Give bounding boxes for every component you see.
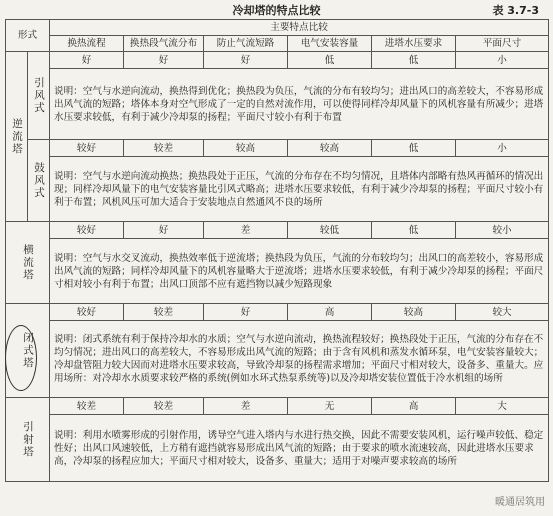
main-features-header: 主要特点比较 [50, 20, 549, 36]
value-cell: 较差 [124, 140, 204, 157]
col-header: 防止气流短路 [204, 36, 288, 52]
value-cell: 好 [124, 222, 204, 239]
value-cell: 较好 [50, 222, 124, 239]
col-header: 平面尺寸 [456, 36, 549, 52]
value-cell: 好 [204, 304, 288, 321]
value-cell: 好 [124, 52, 204, 69]
value-cell: 低 [372, 222, 456, 239]
table-title: 冷却塔的特点比较 [232, 4, 321, 17]
comparison-table [5, 19, 549, 482]
value-cell: 高 [372, 398, 456, 415]
value-cell: 较差 [124, 398, 204, 415]
value-cell: 较高 [372, 304, 456, 321]
ejector-values-row [6, 398, 549, 415]
col-header: 换热流程 [50, 36, 124, 52]
value-cell: 较好 [50, 304, 124, 321]
crossflow-label: 横流塔 [6, 222, 50, 304]
closed-values-row [6, 304, 549, 321]
closed-desc-row [6, 321, 549, 398]
crossflow-desc-row [6, 239, 549, 304]
header-row-2 [6, 36, 549, 52]
value-cell: 较低 [288, 222, 372, 239]
counterflow-group-label: 逆流塔 [6, 52, 28, 222]
form-header: 形式 [6, 20, 50, 52]
value-cell: 大 [456, 398, 549, 415]
value-cell: 高 [288, 304, 372, 321]
value-cell: 小 [456, 140, 549, 157]
value-cell: 差 [204, 222, 288, 239]
ejector-desc-row [6, 415, 549, 482]
watermark-text: 暖通居筑用 [495, 497, 545, 508]
value-cell: 低 [372, 52, 456, 69]
induced-draft-description: 说明：空气与水逆向流动，换热得到优化；换热段为负压，气流的分布有较均匀；进出风口的高差较大，不容易形成出风气流的短路；塔体本身对空气形成了一定的自然对流作用，可以使得同样冷却风量下的风机容量有所减少；进塔水压要求较低，有利于减少冷却泵的扬程；平面尺寸较小有利于布置 [50, 69, 549, 140]
induced-draft-desc-row [6, 69, 549, 140]
handwritten-circle-mark [5, 325, 37, 391]
closed-label: 闭式塔 [6, 304, 50, 398]
ejector-label: 引射塔 [6, 398, 50, 482]
col-header: 换热段气流分布 [124, 36, 204, 52]
crossflow-description: 说明：空气与水交叉流动，换热效率低于逆流塔；换热段为负压，气流的分布较均匀；出风口的高差较小，容易形成出风气流的短路；同样冷却风量下的风机容量略大于逆流塔；进塔水压要求较低，有利于减少冷却泵的扬程；平面尺寸相对较小有利于布置；出风口顶部不应有遮挡物以减少短路现象 [50, 239, 549, 304]
forced-draft-description: 说明：空气与水逆向流动换热；换热段处于正压，气流的分布存在不均匀情况，且塔体内部略有热风再循环的情况出现；同样冷却风量下的电气安装容量比引风式略高；进塔水压要求较低，有利于减少冷却泵的扬程；平面尺寸较小有利于布置；风机风压可加大适合于安装地点自然通风不良的场所 [50, 157, 549, 222]
value-cell: 低 [288, 52, 372, 69]
ejector-description: 说明：利用水喷雾形成的引射作用，诱导空气进入塔内与水进行热交换，因此不需要安装风机，运行噪声较低、稳定性好；出风口风速较低，上方稍有遮挡就容易形成出风气流的短路；由于要求的喷水流速较高，因此进塔水压要求高，冷却泵的扬程应加大；平面尺寸相对较大，设备多、重量大；适用于对噪声要求较高的场所 [50, 415, 549, 482]
value-cell: 较差 [124, 304, 204, 321]
forced-draft-label: 鼓风式 [28, 140, 50, 222]
value-cell: 差 [204, 398, 288, 415]
col-header: 电气安装容量 [288, 36, 372, 52]
value-cell: 低 [372, 140, 456, 157]
induced-draft-values-row [6, 52, 549, 69]
header-row-1 [6, 20, 549, 36]
value-cell: 较小 [456, 222, 549, 239]
value-cell: 较高 [288, 140, 372, 157]
value-cell: 较高 [204, 140, 288, 157]
table-number: 表 3.7-3 [492, 4, 539, 17]
induced-draft-label: 引风式 [28, 52, 50, 140]
crossflow-values-row [6, 222, 549, 239]
value-cell: 小 [456, 52, 549, 69]
value-cell: 无 [288, 398, 372, 415]
value-cell: 较好 [50, 140, 124, 157]
value-cell: 好 [204, 52, 288, 69]
value-cell: 较差 [50, 398, 124, 415]
col-header: 进塔水压要求 [372, 36, 456, 52]
closed-description: 说明：闭式系统有利于保持冷却水的水质；空气与水逆向流动，换热流程较好；换热段处于正压，气流的分布存在不均匀情况；进出风口的高差较大，不容易形成出风气流的短路；由于含有风机和蒸发水循环泵，电气安装容量较大；冷却盘管阻力较大因而对进塔水压要求较高，导致冷却泵的扬程需求增加；平面尺寸相对较大，设备多、重量大。应用场所：对冷却水水质要求较严格的系统(例如水环式热泵系统等)以及冷却塔安装位置低于冷水机组的场所 [50, 321, 549, 398]
forced-draft-desc-row [6, 157, 549, 222]
forced-draft-values-row [6, 140, 549, 157]
value-cell: 好 [50, 52, 124, 69]
value-cell: 较大 [456, 304, 549, 321]
